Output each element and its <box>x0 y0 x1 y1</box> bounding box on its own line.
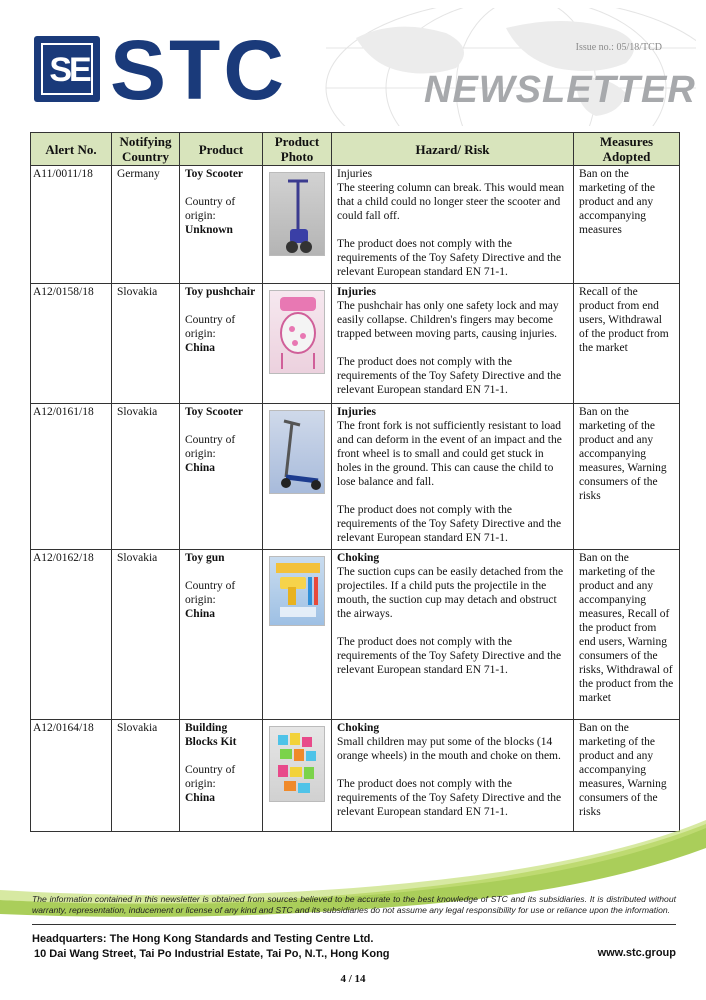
alert-number: A12/0164/18 <box>31 720 112 832</box>
measures-adopted: Ban on the marketing of the product and any accompanying measures, Warning consumers of the risks <box>574 404 680 550</box>
product-name: Building Blocks Kit <box>185 722 237 748</box>
disclaimer-text: The information contained in this newsletter is obtained from sources believed to be accurate to the best knowledge of STC and its subsidiaries. It is distributed without warranty, representation, inducement or license of any kind and STC and its subsidiaries do not assume any legal responsibility for use or reliance upon the information. <box>32 894 676 915</box>
hazard-cell <box>332 720 574 832</box>
notifying-country: Germany <box>112 166 180 284</box>
origin-label: Country of origin: <box>185 196 236 222</box>
header-hazard-risk: Hazard/ Risk <box>332 133 574 166</box>
alert-number: A12/0158/18 <box>31 284 112 404</box>
hazard-description: The front fork is not sufficiently resistant to load and can deform in the event of an impact and the front wheel is to small and could get stuck in holes in the ground. This can cause the child to lose balance and fall. <box>337 420 562 488</box>
hazard-description: The steering column can break. This would mean that a child could no longer steer the scooter and could fall off. <box>337 182 565 222</box>
notifying-country: Slovakia <box>112 550 180 720</box>
pushchair-photo <box>269 290 325 374</box>
building-blocks-photo <box>269 726 325 802</box>
table-row <box>31 404 680 550</box>
compliance-note: The product does not comply with the requirements of the Toy Safety Directive and the relevant European standard EN 71-1. <box>337 238 562 278</box>
headquarters-block <box>32 932 390 962</box>
hazard-description: Small children may put some of the blocks (14 orange wheels) in the mouth and choke on them. <box>337 736 561 762</box>
hazard-title: Injuries <box>337 286 376 298</box>
hazard-cell <box>332 284 574 404</box>
product-cell <box>180 284 263 404</box>
toy-gun-photo <box>269 556 325 626</box>
hazard-cell <box>332 550 574 720</box>
origin-label: Country of origin: <box>185 434 236 460</box>
alert-table <box>30 132 680 832</box>
hazard-title: Injuries <box>337 406 376 418</box>
hazard-title: Choking <box>337 552 380 564</box>
hazard-description: The pushchair has only one safety lock and may easily collapse. Children's fingers may become trapped between moving parts, causing injuries. <box>337 300 559 340</box>
photo-cell <box>263 166 332 284</box>
compliance-note: The product does not comply with the requirements of the Toy Safety Directive and the relevant European standard EN 71-1. <box>337 356 562 396</box>
product-cell <box>180 166 263 284</box>
stc-logo-mark <box>34 36 100 102</box>
table-row <box>31 284 680 404</box>
headquarters-address: 10 Dai Wang Street, Tai Po Industrial Estate, Tai Po, N.T., Hong Kong <box>34 948 390 960</box>
alert-number: A11/0011/18 <box>31 166 112 284</box>
origin-country: China <box>185 792 216 804</box>
hazard-cell <box>332 166 574 284</box>
hazard-title: Choking <box>337 722 380 734</box>
header-alert-no: Alert No. <box>31 133 112 166</box>
compliance-note: The product does not comply with the requirements of the Toy Safety Directive and the relevant European standard EN 71-1. <box>337 778 562 818</box>
origin-country: Unknown <box>185 224 233 236</box>
product-name: Toy pushchair <box>185 286 256 298</box>
alert-table-container <box>30 132 679 832</box>
table-row <box>31 550 680 720</box>
headquarters-name: Headquarters: The Hong Kong Standards and Testing Centre Ltd. <box>32 933 374 945</box>
table-row <box>31 166 680 284</box>
origin-label: Country of origin: <box>185 764 236 790</box>
photo-cell <box>263 720 332 832</box>
product-name: Toy Scooter <box>185 406 244 418</box>
origin-label: Country of origin: <box>185 314 236 340</box>
stc-monogram-icon: SE <box>49 51 89 89</box>
footer-divider <box>32 924 676 925</box>
measures-adopted: Ban on the marketing of the product and any accompanying measures <box>574 166 680 284</box>
scooter-photo <box>269 172 325 256</box>
website-link[interactable]: www.stc.group <box>597 947 676 959</box>
compliance-note: The product does not comply with the requirements of the Toy Safety Directive and the relevant European standard EN 71-1. <box>337 636 562 676</box>
product-cell <box>180 720 263 832</box>
product-name: Toy Scooter <box>185 168 244 180</box>
notifying-country: Slovakia <box>112 284 180 404</box>
origin-country: China <box>185 462 216 474</box>
measures-adopted: Ban on the marketing of the product and any accompanying measures, Warning consumers of the risks <box>574 720 680 832</box>
hazard-description: The suction cups can be easily detached from the projectiles. If a child puts the projectile in the mouth, the suction cup may detach and obstruct the airways. <box>337 566 564 620</box>
notifying-country: Slovakia <box>112 720 180 832</box>
table-header-row <box>31 133 680 166</box>
product-name: Toy gun <box>185 552 225 564</box>
table-row <box>31 720 680 832</box>
newsletter-header <box>0 0 706 128</box>
header-product: Product <box>180 133 263 166</box>
product-cell <box>180 404 263 550</box>
scooter-photo <box>269 410 325 494</box>
stc-logo-text: STC <box>110 23 287 117</box>
issue-number: Issue no.: 05/18/TCD <box>575 42 662 53</box>
origin-country: China <box>185 608 216 620</box>
photo-cell <box>263 404 332 550</box>
photo-cell <box>263 284 332 404</box>
measures-adopted: Recall of the product from end users, Withdrawal of the product from the market <box>574 284 680 404</box>
compliance-note: The product does not comply with the requirements of the Toy Safety Directive and the relevant European standard EN 71-1. <box>337 504 562 544</box>
hazard-title: Injuries <box>337 168 373 180</box>
origin-label: Country of origin: <box>185 580 236 606</box>
hazard-cell <box>332 404 574 550</box>
newsletter-title: NEWSLETTER <box>424 69 696 111</box>
header-measures-adopted: Measures Adopted <box>574 133 680 166</box>
measures-adopted: Ban on the marketing of the product and any accompanying measures, Recall of the product from end users, Warning consumers of the risks, Withdrawal of the product from the market <box>574 550 680 720</box>
alert-number: A12/0161/18 <box>31 404 112 550</box>
photo-cell <box>263 550 332 720</box>
page-number: 4 / 14 <box>340 973 366 985</box>
notifying-country: Slovakia <box>112 404 180 550</box>
product-cell <box>180 550 263 720</box>
header-product-photo: Product Photo <box>263 133 332 166</box>
origin-country: China <box>185 342 216 354</box>
alert-number: A12/0162/18 <box>31 550 112 720</box>
header-notifying-country: Notifying Country <box>112 133 180 166</box>
